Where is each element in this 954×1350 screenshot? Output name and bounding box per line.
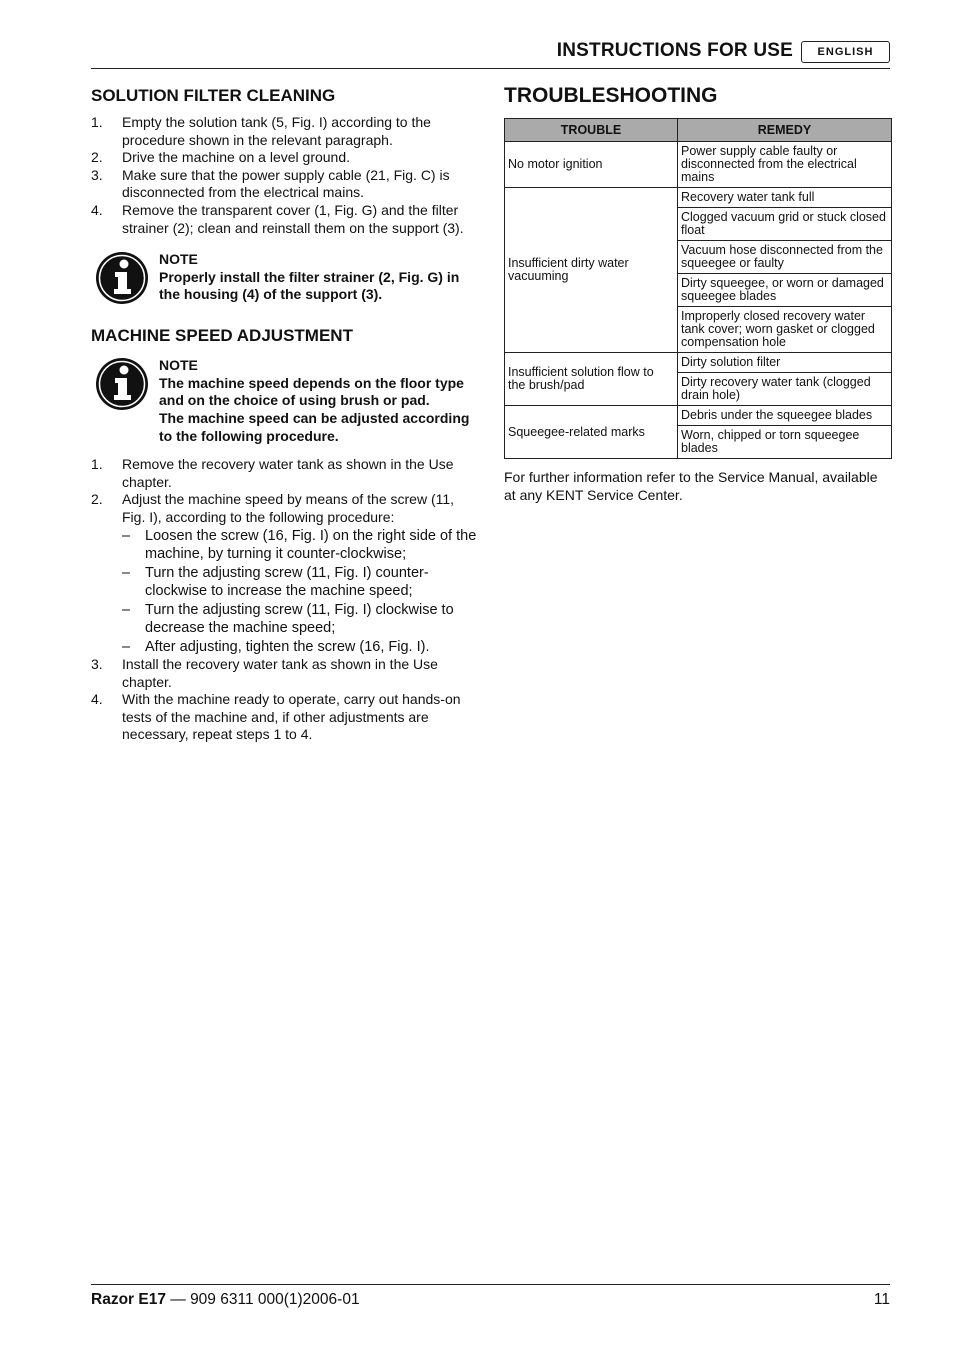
solution-filter-heading: SOLUTION FILTER CLEANING: [91, 86, 336, 105]
troubleshooting-heading: TROUBLESHOOTING: [504, 84, 718, 107]
remedy-cell: Clogged vacuum grid or stuck closed float: [678, 208, 892, 241]
header-title: INSTRUCTIONS FOR USE: [556, 40, 793, 61]
column-header-remedy: REMEDY: [678, 119, 892, 142]
further-info-text: For further information refer to the Service Manual, available at any KENT Service Center.: [504, 469, 878, 503]
note-text: Properly install the filter strainer (2, Fig. G) in the housing (4) of the support (3).: [159, 268, 460, 303]
remedy-cell: Worn, chipped or torn squeegee blades: [678, 426, 892, 459]
remedy-cell: Dirty recovery water tank (clogged drain hole): [678, 373, 892, 406]
footer-model: Razor E17: [91, 1291, 166, 1308]
table-row: [505, 353, 892, 373]
sub-steps: [122, 527, 481, 657]
note-text: The machine speed depends on the floor type and on the choice of using brush or pad.: [159, 374, 464, 409]
remedy-cell: Power supply cable faulty or disconnected from the electrical mains: [678, 142, 892, 188]
remedy-cell: Dirty squeegee, or worn or damaged squeegee blades: [678, 274, 892, 307]
speed-steps: [91, 456, 481, 744]
remedy-cell: Improperly closed recovery water tank cover; worn gasket or clogged compensation hole: [678, 307, 892, 353]
trouble-cell: Insufficient dirty water vacuuming: [505, 188, 678, 353]
list-item: – Loosen the screw (16, Fig. I) on the right side of the machine, by turning it counter-clockwise;: [122, 527, 477, 562]
page-footer: [91, 1284, 890, 1308]
list-item: – After adjusting, tighten the screw (16, Fig. I).: [122, 638, 430, 655]
list-item: 2. Drive the machine on a level ground.: [91, 149, 351, 166]
note-label: NOTE: [159, 251, 198, 268]
table-row: [505, 142, 892, 188]
info-icon: [95, 357, 149, 411]
filter-note: [91, 251, 481, 307]
info-icon: [95, 251, 149, 305]
list-item: 1. Remove the recovery water tank as shown in the Use chapter.: [91, 456, 454, 490]
note-text: The machine speed can be adjusted according to the following procedure.: [159, 409, 470, 444]
trouble-cell: Squeegee-related marks: [505, 406, 678, 459]
footer-doc-ref: [91, 1291, 360, 1309]
page-number: 11: [873, 1291, 890, 1308]
list-item: 2. Adjust the machine speed by means of the screw (11, Fig. I), according to the following procedure: – Loosen the screw (16, Fig. I) on the right side of the machine, by turning it counter-clockwise; – Turn the adjusting screw (11, Fig. I) counter-clockwise to increase the machine speed; – Turn the adjusting screw (11, Fig. I) clockwise to decrease the machine speed; – After adjusting, tighten the screw (16, Fig. I).: [91, 491, 481, 656]
table-header-row: [505, 119, 892, 142]
right-column: [504, 84, 892, 504]
language-badge: ENGLISH: [801, 41, 890, 63]
list-item: – Turn the adjusting screw (11, Fig. I) clockwise to decrease the machine speed;: [122, 601, 454, 636]
page-header: [91, 38, 890, 69]
list-item: 1. Empty the solution tank (5, Fig. I) according to the procedure shown in the relevant paragraph.: [91, 114, 431, 148]
speed-heading: MACHINE SPEED ADJUSTMENT: [91, 326, 353, 346]
list-item: 4. With the machine ready to operate, carry out hands-on tests of the machine and, if other adjustments are necessary, repeat steps 1 to 4.: [91, 691, 461, 743]
remedy-cell: Recovery water tank full: [678, 188, 892, 208]
list-item: – Turn the adjusting screw (11, Fig. I) counter-clockwise to increase the machine speed;: [122, 564, 429, 599]
left-column: [91, 86, 481, 744]
list-item: 3. Install the recovery water tank as shown in the Use chapter.: [91, 656, 438, 690]
column-header-trouble: TROUBLE: [505, 119, 678, 142]
note-label: NOTE: [159, 357, 198, 374]
list-item: 3. Make sure that the power supply cable (21, Fig. C) is disconnected from the electrical mains.: [91, 166, 450, 201]
remedy-cell: Vacuum hose disconnected from the squeegee or faulty: [678, 241, 892, 274]
footer-code: — 909 6311 000(1)2006-01: [165, 1291, 360, 1308]
trouble-cell: No motor ignition: [505, 142, 678, 188]
troubleshooting-table: [504, 118, 892, 459]
solution-filter-steps: [91, 114, 481, 237]
remedy-cell: Dirty solution filter: [678, 353, 892, 373]
table-row: [505, 406, 892, 426]
table-row: [505, 188, 892, 208]
speed-note: [91, 357, 481, 445]
list-item: 4. Remove the transparent cover (1, Fig. G) and the filter strainer (2); clean and reinstall them on the support (3).: [91, 201, 464, 236]
trouble-cell: Insufficient solution flow to the brush/pad: [505, 353, 678, 406]
remedy-cell: Debris under the squeegee blades: [678, 406, 892, 426]
